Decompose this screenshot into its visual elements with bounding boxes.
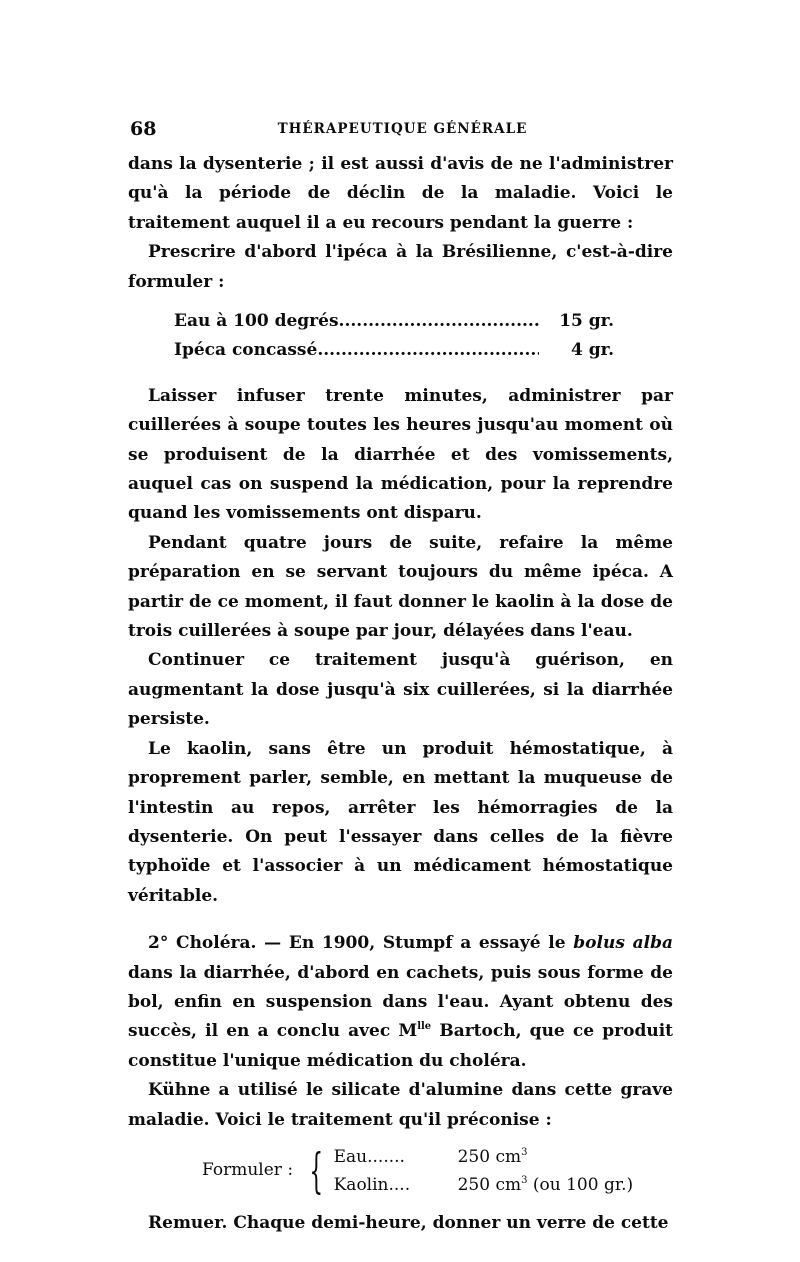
recipe-ingredient: Eau à 100 degrés <box>174 311 339 332</box>
running-title: THÉRAPEUTIQUE GÉNÉRALE <box>277 121 528 137</box>
text-run: dans la diarrhée, d'abord en cachets, puis sous forme de bol, enfin en suspension dans l'eau. Ayant obtenu des succès, il en a conclu avec M <box>128 962 673 1042</box>
paragraph-3: Laisser infuser trente minutes, administrer par cuillerées à soupe toutes les heures jusqu'au moment où se produisent de la diarrhée et des vomissements, auquel cas on suspend la médication, pour la reprendre quand les vomissements ont disparu. <box>128 385 673 524</box>
formula-lines <box>334 1143 634 1199</box>
formula-label: Formuler : <box>202 1160 294 1181</box>
superscript: 3 <box>521 1146 528 1158</box>
paragraph-4: Pendant quatre jours de suite, refaire la même préparation en se servant toujours du même ipéca. A partir de ce moment, il faut donner le kaolin à la dose de trois cuillerées à soupe par jour, délayées dans l'eau. <box>128 532 673 642</box>
text-run: — En 1900, Stumpf a essayé le <box>256 933 574 954</box>
page-number: 68 <box>130 118 157 140</box>
left-brace: { <box>309 1142 324 1199</box>
paragraph-cholera <box>128 929 673 1076</box>
recipe-row <box>174 307 614 336</box>
recipe-ingredient: Ipéca concassé <box>174 340 318 361</box>
formula-line <box>334 1171 634 1199</box>
recipe-quantity: 4 gr. <box>571 340 614 361</box>
superscript: lle <box>417 1021 432 1033</box>
recipe-row <box>174 336 614 365</box>
paragraph-6: Le kaolin, sans être un produit hémostatique, à proprement parler, semble, en mettant la muqueuse de l'intestin au repos, arrêter les hémorragies de la dysenterie. On peut l'essayer dans celles de la fièvre typhoïde et l'associer à un médicament hémostatique véritable. <box>128 738 673 906</box>
text-run: Bartoch, que ce produit constitue l'unique médication du choléra. <box>128 1021 674 1071</box>
page-header <box>130 118 675 142</box>
recipe-quantity: 15 gr. <box>559 311 614 332</box>
quantity-text: 250 cm <box>457 1146 522 1167</box>
paragraph-1: dans la dysenterie ; il est aussi d'avis de ne l'administrer qu'à la période de déclin de la maladie. Voici le traitement auquel il a eu recours pendant la guerre : <box>128 154 673 233</box>
formula-ingredient: Eau....... <box>333 1146 405 1167</box>
section-gap <box>128 911 673 929</box>
superscript: 3 <box>521 1174 528 1186</box>
page-body <box>128 150 673 1238</box>
formula-quantity <box>458 1171 634 1199</box>
formula-quantity <box>458 1143 528 1171</box>
leader-dots <box>339 307 539 336</box>
paragraph-5: Continuer ce traitement jusqu'à guérison, en augmentant la dose jusqu'à six cuillerées, si la diarrhée persiste. <box>128 650 673 730</box>
quantity-text: 250 cm <box>457 1174 522 1195</box>
leader-dots <box>317 336 539 365</box>
quantity-extra: (ou 100 gr.) <box>527 1174 634 1195</box>
recipe-list <box>128 307 673 366</box>
italic-term: bolus alba <box>573 933 673 954</box>
section-heading: 2° Choléra. <box>148 933 257 954</box>
paragraph-9: Remuer. Chaque demi-heure, donner un verre de cette <box>148 1212 669 1233</box>
formula-ingredient: Kaolin.... <box>333 1174 411 1195</box>
formula-line <box>334 1143 634 1171</box>
paragraph-2: Prescrire d'abord l'ipéca à la Brésilienne, c'est-à-dire formuler : <box>128 242 673 292</box>
paragraph-8: Kühne a utilisé le silicate d'alumine dans cette grave maladie. Voici le traitement qu'il préconise : <box>128 1080 673 1130</box>
formula-block <box>128 1139 673 1203</box>
